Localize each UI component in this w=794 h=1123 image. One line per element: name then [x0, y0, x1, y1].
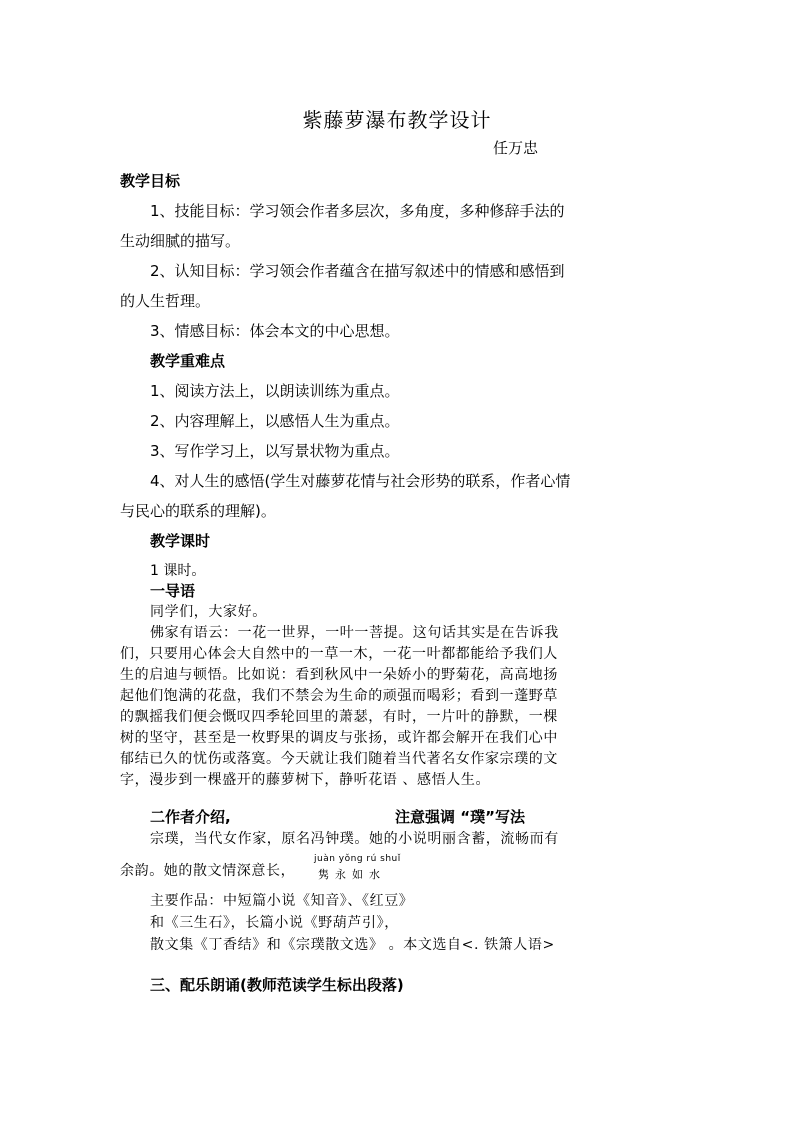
key-point-4-line2: 与民心的联系的理解)。: [120, 502, 276, 520]
works-line2: 和《三生石》，长篇小说《野葫芦引》，: [150, 915, 399, 931]
author-name: 任万忠: [493, 139, 539, 157]
intro-line: 郁结已久的忧伤或落寞。今天就让我们随着当代著名女作家宗璞的文: [120, 751, 558, 767]
intro-line: 生的启迪与顿悟。比如说：看到秋风中一朵娇小的野菊花，高高地扬: [120, 667, 558, 683]
heading-key-points: 教学重难点: [150, 352, 226, 370]
intro-line: 的飘摇我们便会慨叹四季轮回里的萧瑟，有时，一片叶的静默，一棵: [120, 709, 558, 725]
goal-item-1-line1: 1、技能目标：学习领会作者多层次，多角度，多种修辞手法的: [150, 202, 565, 220]
heading-section-3: 三、配乐朗诵(教师范读学生标出段落): [150, 976, 404, 994]
intro-line: 佛家有语云：一花一世界，一叶一菩提。这句话其实是在告诉我: [150, 625, 559, 641]
author-intro-note: 注意强调 “璞”写法: [395, 808, 525, 826]
intro-line: 们，只要用心体会大自然中的一草一木，一花一叶都都能给予我们人: [120, 646, 558, 662]
works-line3: 散文集《丁香结》和《宗璞散文选》 。本文选自<. 铁箫人语>: [150, 937, 555, 953]
works-line1: 主要作品：中短篇小说《知音》、《红豆》: [150, 893, 414, 909]
pinyin-hanzi: 隽永如水: [318, 868, 386, 881]
class-hours-value: 1 课时。: [150, 563, 206, 579]
key-point-1: 1、阅读方法上，以朗读训练为重点。: [150, 382, 400, 400]
key-point-3: 3、写作学习上，以写景状物为重点。: [150, 442, 400, 460]
document-title: 紫藤萝瀑布教学设计: [302, 108, 492, 132]
intro-line: 树的坚守，甚至是一枚野果的调皮与张扬，或许都会解开在我们心中: [120, 730, 558, 746]
heading-teaching-goals: 教学目标: [120, 172, 181, 190]
intro-line: 起他们饱满的花盘，我们不禁会为生命的顽强而喝彩；看到一蓬野草: [120, 688, 558, 704]
intro-line: 字，漫步到一棵盛开的藤萝树下，静听花语 、感悟人生。: [120, 772, 491, 788]
key-point-2: 2、内容理解上，以感悟人生为重点。: [150, 412, 400, 430]
author-intro-line2: 余韵。她的散文情深意长，: [120, 863, 296, 879]
intro-greeting: 同学们，大家好。: [150, 604, 267, 620]
heading-intro: 一导语: [150, 582, 196, 600]
author-intro-line1: 宗璞，当代女作家，原名冯钟璞。她的小说明丽含蓄，流畅而有: [150, 831, 559, 847]
goal-item-2-line2: 的人生哲理。: [120, 292, 211, 310]
goal-item-2-line1: 2、认知目标：学习领会作者蕴含在描写叙述中的情感和感悟到: [150, 262, 565, 280]
key-point-4-line1: 4、对人生的感悟(学生对藤萝花情与社会形势的联系，作者心情: [150, 472, 571, 490]
heading-author-intro: 二作者介绍,: [150, 808, 231, 826]
goal-item-3: 3、情感目标：体会本文的中心思想。: [150, 322, 400, 340]
heading-class-hours: 教学课时: [150, 532, 211, 550]
pinyin-annotation: juàn yǒng rú shuǐ: [314, 854, 401, 864]
goal-item-1-line2: 生动细腻的描写。: [120, 232, 241, 250]
